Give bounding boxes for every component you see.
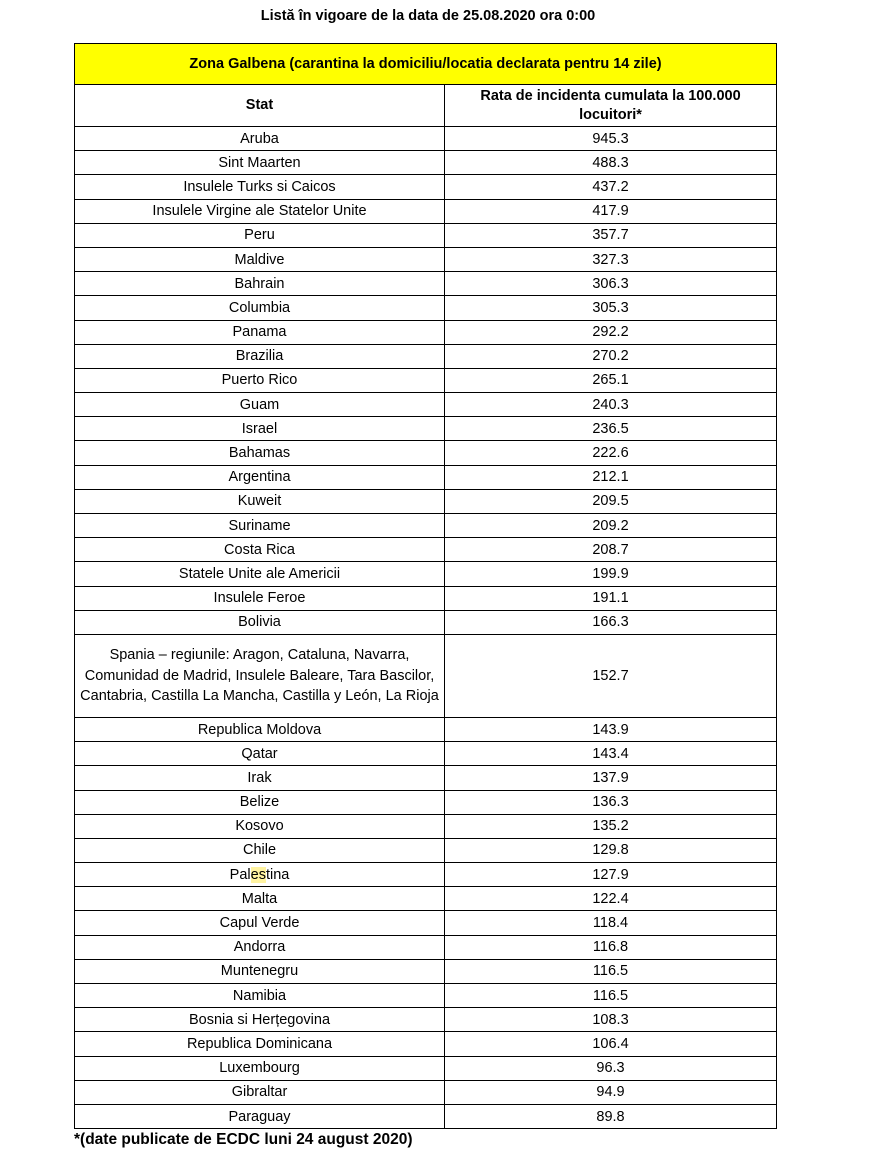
- table-row: [75, 1032, 777, 1056]
- table-row: [75, 441, 777, 465]
- country-cell: Costa Rica: [75, 538, 445, 562]
- country-cell: Spania – regiunile: Aragon, Cataluna, Navarra, Comunidad de Madrid, Insulele Baleare, Tara Bascilor, Cantabria, Castilla La Mancha, Castilla y León, La Rioja: [75, 634, 445, 717]
- table-row: [75, 935, 777, 959]
- yellow-zone-table: [74, 43, 777, 1129]
- table-row: [75, 320, 777, 344]
- country-cell: Chile: [75, 838, 445, 862]
- country-cell: Irak: [75, 766, 445, 790]
- table-row: [75, 247, 777, 271]
- table-body: [75, 127, 777, 1129]
- rate-cell: 137.9: [445, 766, 777, 790]
- rate-cell: 191.1: [445, 586, 777, 610]
- country-cell: Suriname: [75, 514, 445, 538]
- country-cell: Panama: [75, 320, 445, 344]
- country-cell: Qatar: [75, 742, 445, 766]
- country-cell: Malta: [75, 887, 445, 911]
- table-row: [75, 634, 777, 717]
- table-row: [75, 984, 777, 1008]
- rate-cell: 143.4: [445, 742, 777, 766]
- table-row: [75, 838, 777, 862]
- rate-cell: 135.2: [445, 814, 777, 838]
- table-row: [75, 1056, 777, 1080]
- table-row: [75, 959, 777, 983]
- table-row: [75, 514, 777, 538]
- country-cell: Insulele Feroe: [75, 586, 445, 610]
- rate-cell: 166.3: [445, 610, 777, 634]
- country-cell: Republica Moldova: [75, 717, 445, 741]
- table-row: [75, 127, 777, 151]
- column-header-row: [75, 85, 777, 127]
- rate-cell: 305.3: [445, 296, 777, 320]
- country-cell: Andorra: [75, 935, 445, 959]
- document-title: Listă în vigoare de la data de 25.08.2020 ora 0:00: [260, 8, 596, 24]
- rate-cell: 306.3: [445, 272, 777, 296]
- table-row: [75, 538, 777, 562]
- rate-cell: 118.4: [445, 911, 777, 935]
- rate-cell: 270.2: [445, 344, 777, 368]
- country-cell: Luxembourg: [75, 1056, 445, 1080]
- rate-cell: 945.3: [445, 127, 777, 151]
- country-cell: Peru: [75, 223, 445, 247]
- table-row: [75, 1104, 777, 1128]
- rate-cell: 209.5: [445, 489, 777, 513]
- country-cell: Israel: [75, 417, 445, 441]
- table-row: [75, 1008, 777, 1032]
- table-row: [75, 151, 777, 175]
- table-row: [75, 368, 777, 392]
- table-row: [75, 562, 777, 586]
- country-cell: Kuweit: [75, 489, 445, 513]
- country-cell: Bolivia: [75, 610, 445, 634]
- rate-cell: 116.5: [445, 984, 777, 1008]
- country-cell: Muntenegru: [75, 959, 445, 983]
- footnote: *(date publicate de ECDC luni 24 august 2020): [74, 1131, 413, 1148]
- rate-cell: 236.5: [445, 417, 777, 441]
- country-cell: Namibia: [75, 984, 445, 1008]
- rate-cell: 199.9: [445, 562, 777, 586]
- country-cell: Bahrain: [75, 272, 445, 296]
- rate-cell: 152.7: [445, 634, 777, 717]
- country-cell: Insulele Virgine ale Statelor Unite: [75, 199, 445, 223]
- table-row: [75, 465, 777, 489]
- country-cell: Paraguay: [75, 1104, 445, 1128]
- table-row: [75, 393, 777, 417]
- table-row: [75, 272, 777, 296]
- country-cell: Aruba: [75, 127, 445, 151]
- country-cell: Kosovo: [75, 814, 445, 838]
- country-cell: Guam: [75, 393, 445, 417]
- rate-cell: 127.9: [445, 863, 777, 887]
- table-row: [75, 863, 777, 887]
- table-row: [75, 610, 777, 634]
- table-row: [75, 223, 777, 247]
- country-cell: Capul Verde: [75, 911, 445, 935]
- country-cell: Republica Dominicana: [75, 1032, 445, 1056]
- table-row: [75, 766, 777, 790]
- rate-cell: 212.1: [445, 465, 777, 489]
- country-cell: Belize: [75, 790, 445, 814]
- rate-cell: 94.9: [445, 1080, 777, 1104]
- table-row: [75, 1080, 777, 1104]
- rate-cell: 240.3: [445, 393, 777, 417]
- table-row: [75, 489, 777, 513]
- table-row: [75, 344, 777, 368]
- country-cell: Maldive: [75, 247, 445, 271]
- rate-cell: 209.2: [445, 514, 777, 538]
- table-row: [75, 586, 777, 610]
- table-row: [75, 296, 777, 320]
- rate-cell: 122.4: [445, 887, 777, 911]
- rate-cell: 265.1: [445, 368, 777, 392]
- country-cell: Bosnia si Herțegovina: [75, 1008, 445, 1032]
- rate-cell: 292.2: [445, 320, 777, 344]
- table-row: [75, 814, 777, 838]
- rate-cell: 327.3: [445, 247, 777, 271]
- rate-cell: 116.8: [445, 935, 777, 959]
- country-cell: Brazilia: [75, 344, 445, 368]
- country-cell: Insulele Turks si Caicos: [75, 175, 445, 199]
- table-row: [75, 887, 777, 911]
- country-cell: Palestina: [75, 863, 445, 887]
- country-cell: Sint Maarten: [75, 151, 445, 175]
- table-row: [75, 742, 777, 766]
- rate-cell: 129.8: [445, 838, 777, 862]
- table-row: [75, 417, 777, 441]
- table-row: [75, 790, 777, 814]
- country-cell: Gibraltar: [75, 1080, 445, 1104]
- rate-cell: 208.7: [445, 538, 777, 562]
- rate-cell: 106.4: [445, 1032, 777, 1056]
- rate-cell: 357.7: [445, 223, 777, 247]
- country-cell: Bahamas: [75, 441, 445, 465]
- column-header-country: Stat: [75, 85, 445, 127]
- table-row: [75, 911, 777, 935]
- column-header-rate: Rata de incidenta cumulata la 100.000 locuitori*: [445, 85, 777, 127]
- text-highlight: es: [250, 866, 266, 883]
- table-row: [75, 199, 777, 223]
- table-row: [75, 175, 777, 199]
- rate-cell: 116.5: [445, 959, 777, 983]
- table-row: [75, 717, 777, 741]
- zone-label: Zona Galbena (carantina la domiciliu/locatia declarata pentru 14 zile): [75, 44, 777, 85]
- rate-cell: 437.2: [445, 175, 777, 199]
- rate-cell: 488.3: [445, 151, 777, 175]
- country-cell: Statele Unite ale Americii: [75, 562, 445, 586]
- country-cell: Puerto Rico: [75, 368, 445, 392]
- country-cell: Columbia: [75, 296, 445, 320]
- country-cell: Argentina: [75, 465, 445, 489]
- zone-header-row: [75, 44, 777, 85]
- rate-cell: 108.3: [445, 1008, 777, 1032]
- rate-cell: 417.9: [445, 199, 777, 223]
- rate-cell: 96.3: [445, 1056, 777, 1080]
- rate-cell: 222.6: [445, 441, 777, 465]
- rate-cell: 143.9: [445, 717, 777, 741]
- rate-cell: 89.8: [445, 1104, 777, 1128]
- rate-cell: 136.3: [445, 790, 777, 814]
